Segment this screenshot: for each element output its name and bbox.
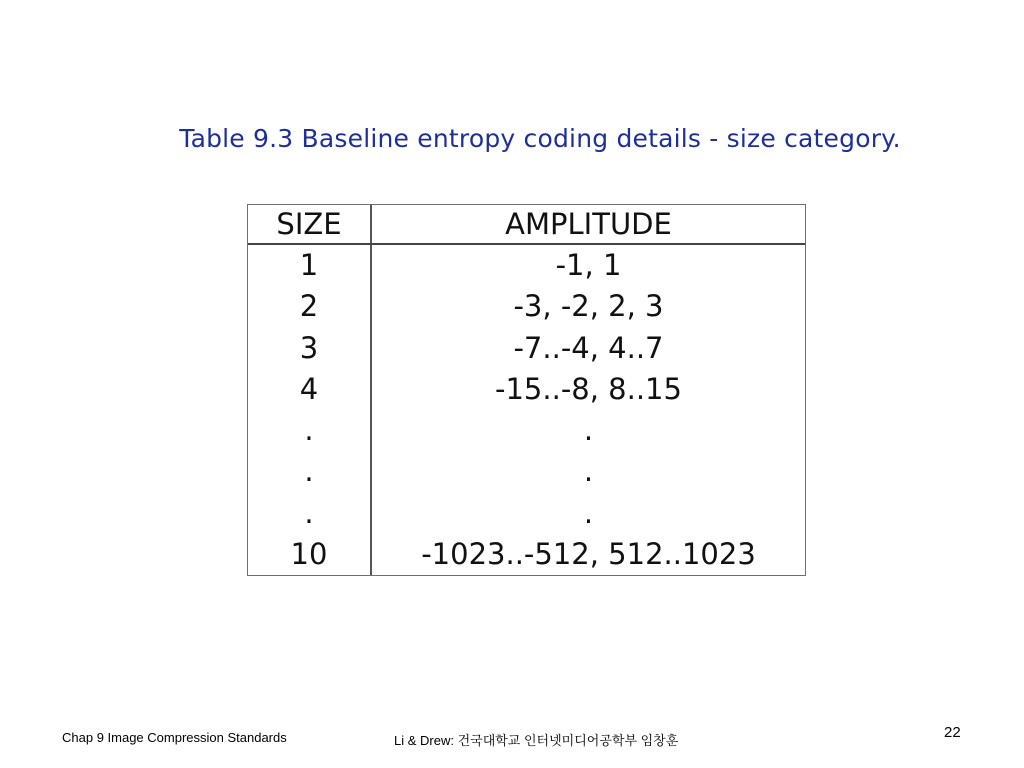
table-row: [248, 328, 805, 369]
amplitude-cell: .: [583, 454, 594, 489]
footer-credits: Li & Drew: 건국대학교 인터넷미디어공학부 임창훈: [394, 733, 679, 748]
page-number: 22: [944, 724, 961, 741]
table-row: [248, 451, 805, 492]
footer-chapter: Chap 9 Image Compression Standards: [62, 730, 287, 745]
amplitude-cell: .: [583, 413, 594, 448]
table-row: [248, 244, 805, 286]
size-cell: 2: [248, 286, 371, 327]
size-cell: 3: [248, 328, 371, 369]
slide-title: Table 9.3 Baseline entropy coding details - size category.: [179, 124, 901, 153]
amplitude-cell: -1023..-512, 512..1023: [421, 536, 756, 571]
amplitude-cell: -7..-4, 4..7: [513, 330, 664, 365]
table-row: [248, 286, 805, 327]
size-cell: .: [248, 410, 371, 451]
size-cell: .: [248, 451, 371, 492]
size-cell: 1: [248, 244, 371, 286]
amplitude-cell: -3, -2, 2, 3: [513, 289, 664, 324]
table-row: [248, 534, 805, 575]
table-header-row: [248, 205, 805, 244]
header-size: SIZE: [248, 205, 371, 244]
size-cell: .: [248, 493, 371, 534]
table-row: [248, 410, 805, 451]
amplitude-cell: -15..-8, 8..15: [495, 371, 682, 406]
size-cell: 4: [248, 369, 371, 410]
header-amplitude: AMPLITUDE: [371, 205, 805, 244]
amplitude-cell: -1, 1: [555, 248, 622, 283]
table-row: [248, 493, 805, 534]
amplitude-cell: .: [583, 495, 594, 530]
size-cell: 10: [248, 534, 371, 575]
table-row: [248, 369, 805, 410]
size-category-table: [248, 205, 805, 575]
size-category-table-container: [247, 204, 806, 576]
